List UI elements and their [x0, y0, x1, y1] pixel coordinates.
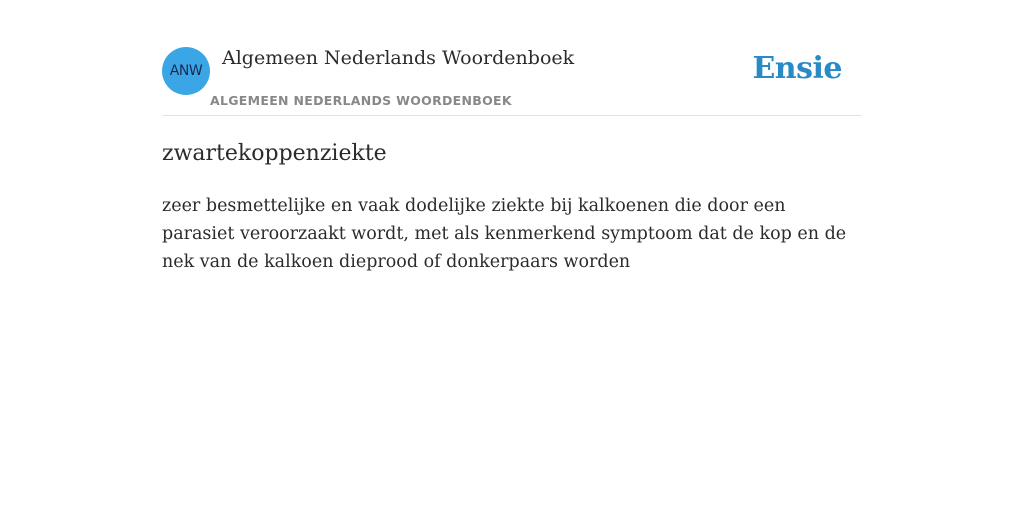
card-header — [162, 0, 862, 116]
entry-definition: zeer besmettelijke en vaak dodelijke ziekte bij kalkoenen die door een parasiet veroorzaakt wordt, met als kenmerkend symptoom dat de kop en de nek van de kalkoen dieprood of donkerpaars worden — [162, 196, 847, 272]
source-subtitle: ALGEMEEN NEDERLANDS WOORDENBOEK — [210, 93, 512, 108]
source-title[interactable]: Algemeen Nederlands Woordenboek — [222, 47, 575, 69]
ensie-brand-logo[interactable]: Ensie — [752, 51, 842, 86]
anw-logo[interactable] — [162, 47, 210, 95]
anw-logo-text: ANW — [169, 63, 203, 79]
definition-card — [162, 0, 862, 272]
entry-term: zwartekoppenziekte — [162, 141, 387, 166]
